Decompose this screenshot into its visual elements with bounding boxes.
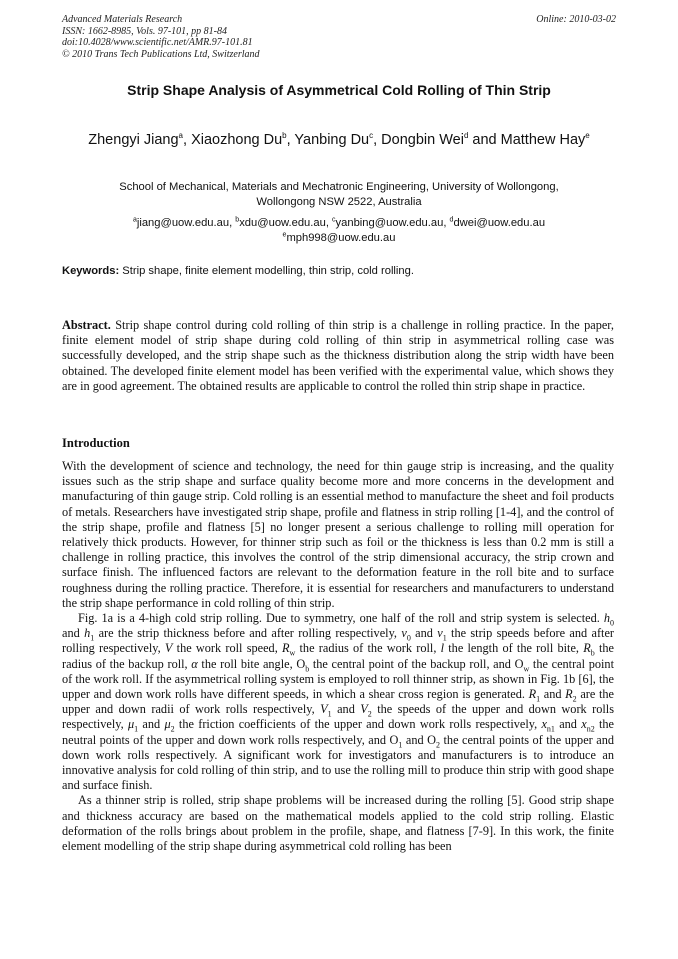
author-sup: e xyxy=(585,131,590,141)
author-name: Yanbing Du xyxy=(294,132,370,148)
journal-issn: ISSN: 1662-8985, Vols. 97-101, pp 81-84 xyxy=(62,25,227,37)
keywords-text: Strip shape, finite element modelling, thin strip, cold rolling. xyxy=(119,265,414,277)
author-name: Xiaozhong Du xyxy=(191,132,283,148)
author-separator: , xyxy=(183,132,192,148)
intro-paragraph-2: Fig. 1a is a 4-high cold strip rolling. Due to symmetry, one half of the roll and strip system is selected. $h_0$ and $h_1$ are the strip thickness before and after rolling respectively, $v_0$ and $v_1$ the strip speeds before and after rolling respectively, V the work roll speed, $R_w$ the radius of the work roll, l the length of the roll bite, $R_b$ the radius of the backup roll, α the roll bite angle, $O_b$ the central point of the backup roll, and $O_w$ the central point of the work roll. If the asymmetrical rolling system is employed to roll thinner strip, as shown in Fig. 1b [6], the upper and down work rolls have different speeds, in which a shear cross region is generated. $R_1$ and $R_2$ are the upper and down radii of work rolls respectively, $V_1$ and $V_2$ the speeds of the upper and down work rolls respectively, $\mu_1$ and $\mu_2$ the friction coefficients of the upper and down work rolls respectively, $x_{n1}$ and $x_{n2}$ the neutral points of the upper and down work rolls respectively, and $O_1$ and $O_2$ the central points of the upper and down work rolls respectively. A significant work for investigators and manufacturers is to introduce an innovative analysis for cold rolling of thin strip, and to use the rolling mill to produce thin strip with good shape and surface finish. xyxy=(62,611,615,793)
journal-name: Advanced Materials Research xyxy=(62,14,183,25)
author-sup: b xyxy=(282,131,287,141)
email-link[interactable]: yanbing@uow.edu.au, xyxy=(335,217,450,229)
online-date: Online: 2010-03-02 xyxy=(536,14,616,25)
author-separator: , xyxy=(286,132,295,148)
email-link[interactable]: jiang@uow.edu.au, xyxy=(136,217,236,229)
author-sup: c xyxy=(369,131,374,141)
journal-copyright: © 2010 Trans Tech Publications Ltd, Switzerland xyxy=(62,48,260,60)
email-sup: c xyxy=(332,216,336,224)
email-line xyxy=(62,216,616,231)
email-link[interactable]: xdu@uow.edu.au, xyxy=(239,217,333,229)
author-separator: , xyxy=(373,132,382,148)
abstract-label: Abstract. xyxy=(62,318,111,332)
abstract xyxy=(62,318,614,394)
email-sup: b xyxy=(235,216,240,224)
paper-title: Strip Shape Analysis of Asymmetrical Cold Rolling of Thin Strip xyxy=(127,82,551,98)
author-name: Matthew Hay xyxy=(500,132,586,148)
intro-paragraph-3: As a thinner strip is rolled, strip shape problems will be increased during the rolling [5]. Good strip shape and thickness accuracy are based on the mathematical models applied to the cold strip rolling. Elastic deformation of the rolls brings about problem in the profile, shape, and flatness [7-9]. In this work, the finite element modelling of the strip shape during asymmetrical cold rolling has been xyxy=(62,793,614,854)
author-emails xyxy=(62,216,616,246)
author-name: Dongbin Wei xyxy=(381,132,464,148)
email-link[interactable]: mph998@uow.edu.au xyxy=(286,232,396,244)
journal-doi[interactable]: doi:10.4028/www.scientific.net/AMR.97-101.81 xyxy=(62,37,253,48)
author-name: Zhengyi Jiang xyxy=(88,132,179,148)
intro-paragraph-1: With the development of science and technology, the need for thin gauge strip is increasing, and the quality issues such as the strip shape and surface quality become more and more concerns in the development and manufacturing of thin gauge strip. Cold rolling is an essential method to manufacture the sheet and foil products of metals. Researchers have investigated strip shape, profile and flatness in strip rolling [1-4], and the control of the strip shape, profile and flatness [5] no longer present a serious challenge to rolling mill operation for relatively thick products. However, for thinner strip such as foil or the thickness is less than 0.2 mm is still a challenge in rolling practice, this involves the control of the strip dimensional accuracy, the strip crown and surface finish. The influenced factors are relevant to the deformation feature in the roll bite and to surface roughness during the rolling practice. Therefore, it is essential for researchers and manufacturers to understand the strip shape performance in cold rolling of thin strip. xyxy=(62,459,614,610)
section-heading-introduction: Introduction xyxy=(62,436,130,450)
email-sup: a xyxy=(132,216,137,224)
email-sup: e xyxy=(282,231,287,239)
keywords-label: Keywords: xyxy=(62,265,120,277)
abstract-text: Strip shape control during cold rolling of thin strip is a challenge in rolling practice. In the paper, finite element model of strip shape during cold rolling of thin strip in asymmetrical rolling case was successfully developed, and the strip shape such as the thickness distribution along the strip width have been obtained. The developed finite element model has been verified with the experimental value, which shows they are in good agreement. The obtained results are applicable to control the rolled thin strip shape in practice. xyxy=(62,318,614,393)
journal-header xyxy=(62,14,260,60)
author-separator: and xyxy=(468,132,501,148)
email-sup: d xyxy=(449,216,454,224)
affiliation-line: Wollongong NSW 2522, Australia xyxy=(256,196,422,208)
keywords xyxy=(62,265,616,277)
email-line xyxy=(62,231,616,246)
introduction-body xyxy=(62,459,614,854)
email-link[interactable]: dwei@uow.edu.au xyxy=(453,217,546,229)
author-sup: d xyxy=(463,131,469,141)
affiliation-line: School of Mechanical, Materials and Mechatronic Engineering, University of Wollongong, xyxy=(119,181,559,193)
affiliation xyxy=(62,180,616,210)
author-list xyxy=(62,130,616,150)
author-sup: a xyxy=(178,131,183,141)
